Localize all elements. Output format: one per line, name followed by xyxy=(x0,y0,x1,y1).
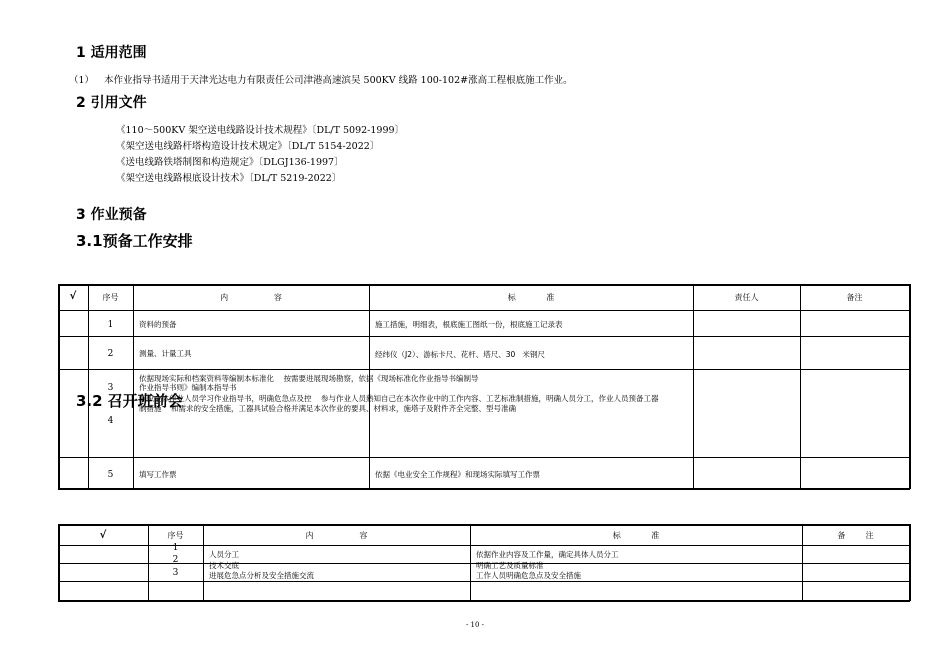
section-3-title: 3 作业预备 xyxy=(76,207,147,223)
content-header: 内 容 xyxy=(220,293,282,302)
row-standard: 施工措施，明细表，根底施工图纸一份，根底施工记录表 xyxy=(375,320,563,329)
row-standard: 依据作业内容及工作量，确定具体人员分工 xyxy=(476,550,619,559)
section-1-title: 1 适用范围 xyxy=(76,45,147,61)
row-seq: 1 xyxy=(107,320,114,330)
row-seq: 4 xyxy=(107,416,114,426)
row-content-line: 作业指导书则》编制本指导书 xyxy=(139,383,237,392)
row-standard: 工作人员明确危急点及安全措施 xyxy=(476,571,581,580)
section-1-item-text: 本作业指导书适用于天津光达电力有限责任公司津港高速滨吴 500KV 线路 100-102#涨高工程根底施工作业。 xyxy=(104,75,573,86)
row-seq: 2 xyxy=(172,555,179,565)
row-content-line: 组织全体作业人员学习作业指导书，明确危急点及控 参与作业人员熟知自己在本次作业中的工作内容、工艺标准制措施，明确人员分工，作业人员预备工器 xyxy=(139,394,659,403)
row-content: 资料的预备 xyxy=(139,320,177,329)
row-content: 测量、计量工具 xyxy=(139,349,192,358)
note-header: 备注 xyxy=(846,293,863,302)
section-3-1-title: 3.1预备工作安排 xyxy=(76,232,193,250)
row-standard: 明确工艺及质量标准 xyxy=(476,561,544,570)
row-seq: 3 xyxy=(172,568,179,578)
section-2-title: 2 引用文件 xyxy=(76,95,147,111)
row-standard: 经纬仪（J2）、游标卡尺、花杆、塔尺、30 米钢尺 xyxy=(375,350,545,359)
reference-item: 《架空送电线路根底设计技术》〔DL/T 5219-2022〕 xyxy=(116,173,342,184)
row-seq: 5 xyxy=(107,470,114,480)
row-content: 进展危急点分析及安全措施交流 xyxy=(209,571,314,580)
check-header: √ xyxy=(69,291,77,302)
row-content: 技术交底 xyxy=(209,561,239,570)
check-header: √ xyxy=(99,530,107,541)
row-content: 填写工作票 xyxy=(139,470,177,479)
page-number: - 10 - xyxy=(465,621,485,629)
row-content: 人员分工 xyxy=(209,550,239,559)
standard-header: 标 准 xyxy=(612,531,660,540)
reference-item: 《送电线路铁塔制图和构造规定》〔DLGJ136-1997〕 xyxy=(116,157,344,168)
reference-item: 《架空送电线路杆塔构造设计技术规定》〔DL/T 5154-2022〕 xyxy=(116,141,380,152)
note-header: 备 注 xyxy=(837,531,874,540)
section-1-item-number: （1） xyxy=(69,75,95,86)
seq-header: 序号 xyxy=(167,531,184,540)
content-header: 内 容 xyxy=(305,531,368,540)
owner-header: 责任人 xyxy=(734,293,759,302)
row-content-line: 制措施 和需求的安全措施，工器具试验合格并满足本次作业的要具、材料求，施塔子及附件齐全完整、型号准确 xyxy=(139,404,517,413)
standard-header: 标 准 xyxy=(507,293,555,302)
row-seq: 1 xyxy=(172,543,179,553)
row-seq: 2 xyxy=(107,349,114,359)
reference-item: 《110～500KV 架空送电线路设计技术规程》〔DL/T 5092-1999〕 xyxy=(116,125,405,136)
row-standard: 依据《电业安全工作规程》和现场实际填写工作票 xyxy=(375,470,540,479)
row-content-line: 依据现场实际和档案资料等编制本标准化 按需要进展现场勘察，依据《现场标准化作业指导书编制导 xyxy=(139,374,479,383)
seq-header: 序号 xyxy=(102,293,119,302)
row-seq: 3 xyxy=(107,383,114,393)
section-3-2-title: 3.2 召开班前会 xyxy=(76,392,183,410)
